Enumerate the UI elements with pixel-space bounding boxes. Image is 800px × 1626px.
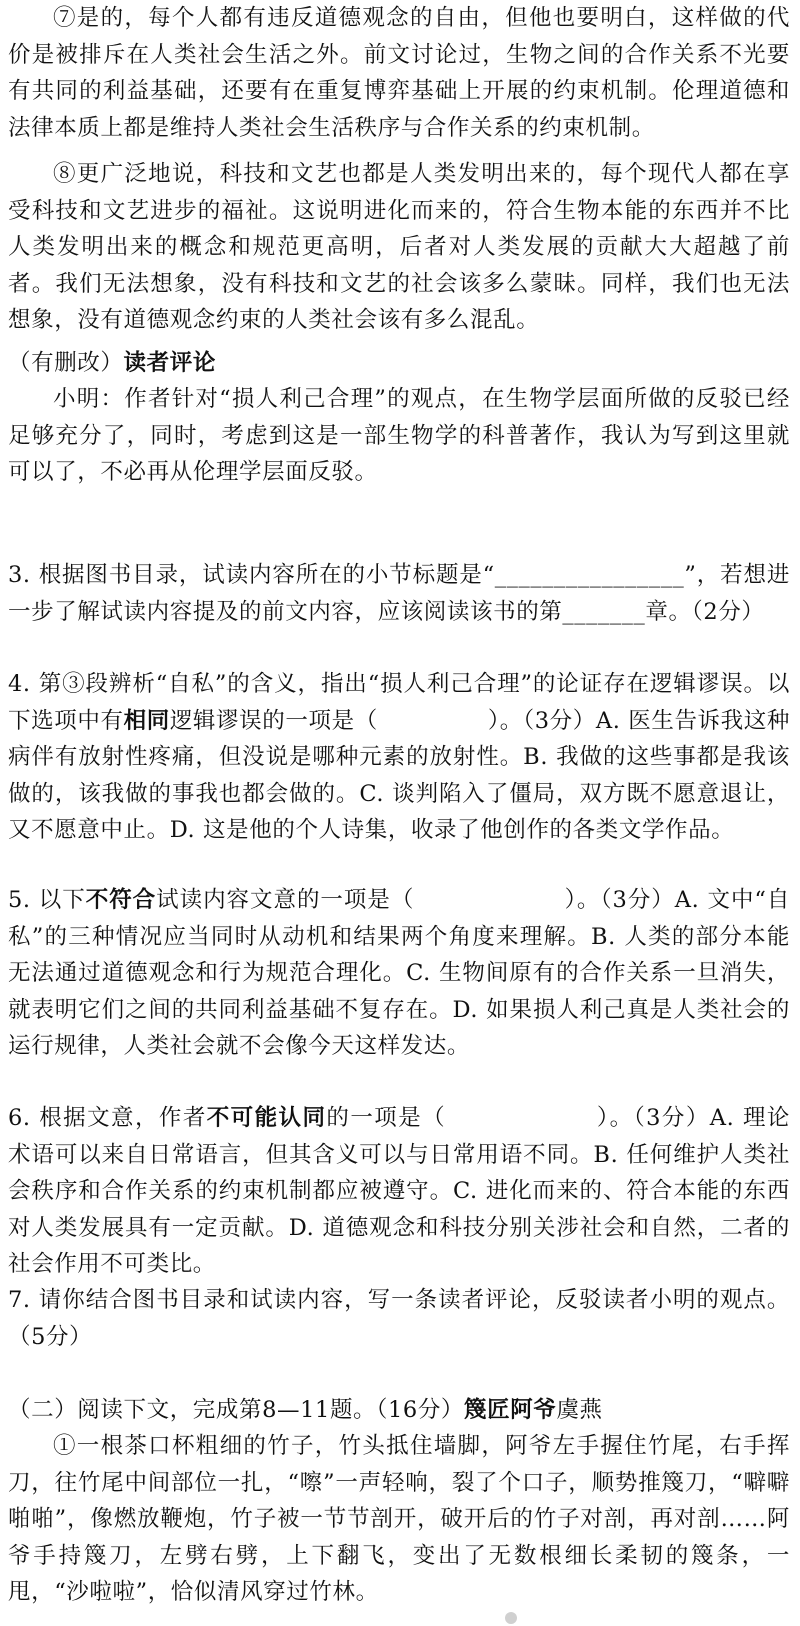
q4-text-2: 逻辑谬误的一项是（ [169, 707, 378, 734]
review-heading-line [8, 345, 790, 382]
source-note: （有删改） [8, 350, 124, 376]
passage-two-author: 虞燕 [556, 1397, 603, 1423]
q3-text-2: ”，若想进一步了解试读内容提及的前文内容，应该阅读该书的第 [8, 562, 790, 625]
question-6 [8, 1100, 790, 1283]
question-7: 7. 请你结合图书目录和试读内容，写一条读者评论，反驳读者小明的观点。（5分） [8, 1287, 790, 1350]
q6-text-3: ）。（3分）A. 理论术语可以来自日常语言，但其含义可以与日常用语不同。B. 任何维护人类社会秩序和合作关系的约束机制都应被遵守。C. 进化而来的、符合本能的东西对人类发展具有一定贡献。D. 道德观念和科技分别关涉社会和自然，二者的社会作用不可类比。 [8, 1105, 790, 1277]
q6-text-2: 的一项是（ [326, 1105, 447, 1131]
q3-blank-chapter[interactable]: _______ [562, 598, 646, 625]
question-5 [8, 882, 790, 1065]
q3-text-1: 3. 根据图书目录，试读内容所在的小节标题是“ [8, 562, 495, 588]
passage-two-paragraph-1: ①一根茶口杯粗细的竹子，竹头抵住墙脚，阿爷左手握住竹尾，右手挥刀，往竹尾中间部位一扎，“嚓”一声轻响，裂了个口子，顺势推篾刀，“噼噼啪啪”，像燃放鞭炮，竹子被一节节剖开，破开后的竹子对剖，再对剖……阿爷手持篾刀，左劈右劈，上下翻飞，变出了无数根细长柔韧的篾条，一甩，“沙啦啦”，恰似清风穿过竹林。 [8, 1433, 790, 1605]
q5-text-1: 5. 以下 [8, 887, 86, 913]
question-3 [8, 557, 790, 630]
q4-emphasis: 相同 [123, 707, 170, 734]
reader-review: 小明：作者针对“损人利己合理”的观点，在生物学层面所做的反驳已经足够充分了，同时，考虑到这是一部生物学的科普著作，我认为写到这里就可以了，不必再从伦理学层面反驳。 [8, 386, 790, 485]
q5-emphasis: 不符合 [85, 887, 157, 913]
watermark [505, 1612, 775, 1626]
review-heading: 读者评论 [123, 350, 216, 376]
q4-text-1: 4. 第③段辨析“自私”的含义，指出“损人利己合理”的论证存在逻辑谬误。以下选项中有 [8, 671, 790, 734]
q3-blank-title[interactable]: ________________ [494, 562, 685, 588]
q3-text-3: 章。（2分） [645, 598, 765, 625]
q4-text-3: ）。（3分）A. 医生告诉我这种病伴有放射性疼痛，但没说是哪种元素的放射性。B. 我做的这些事都是我该做的，该我做的事我也都会做的。C. 谈判陷入了僵局，双方既不愿意退让，又不愿意中止。D. 这是他的个人诗集，收录了他创作的各类文学作品。 [8, 707, 791, 843]
paragraph-7: ⑦是的，每个人都有违反道德观念的自由，但他也要明白，这样做的代价是被排斥在人类社会生活之外。前文讨论过，生物之间的合作关系不光要有共同的利益基础，还要有在重复博弈基础上开展的约束机制。伦理道德和法律本质上都是维持人类社会生活秩序与合作关系的约束机制。 [8, 5, 790, 141]
q5-text-3: ）。（3分）A. 文中“自私”的三种情况应当同时从动机和结果两个角度来理解。B. 人类的部分本能无法通过道德观念和行为规范合理化。C. 生物间原有的合作关系一旦消失，就表明它们之间的共同利益基础不复存在。D. 如果损人利己真是人类社会的运行规律，人类社会就不会像今天这样发达。 [8, 887, 790, 1059]
q6-emphasis: 不可能认同 [206, 1105, 327, 1131]
passage-two-intro: （二）阅读下文，完成第8—11题。（16分） [8, 1397, 465, 1423]
paragraph-8: ⑧更广泛地说，科技和文艺也都是人类发明出来的，每个现代人都在享受科技和文艺进步的福祉。这说明进化而来的，符合生物本能的东西并不比人类发明出来的概念和规范更高明，后者对人类发展的贡献大大超越了前者。我们无法想象，没有科技和文艺的社会该多么蒙昧。同样，我们也无法想象，没有道德观念约束的人类社会该有多么混乱。 [8, 161, 790, 333]
q6-text-1: 6. 根据文意，作者 [8, 1105, 207, 1131]
watermark-logo-icon [505, 1612, 517, 1624]
question-4 [8, 666, 790, 849]
passage-two-title: 篾匠阿爷 [464, 1397, 557, 1423]
q5-text-2: 试读内容文意的一项是（ [156, 887, 415, 913]
passage-two-intro-line [8, 1392, 790, 1429]
